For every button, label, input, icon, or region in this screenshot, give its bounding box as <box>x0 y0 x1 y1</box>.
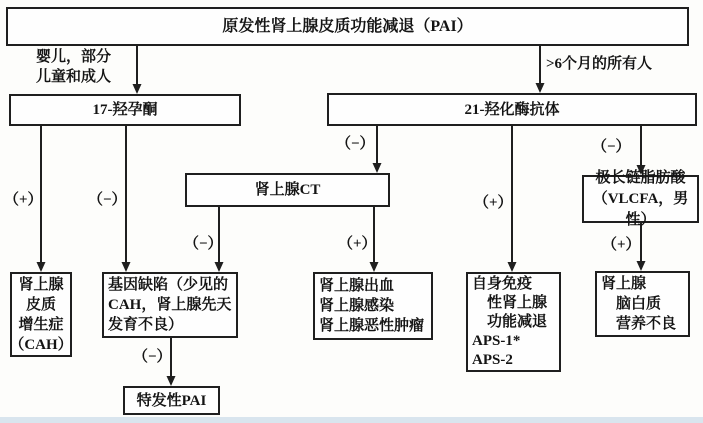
node-label: 性肾上腺 <box>487 294 548 311</box>
node-17-hydroxyprogesterone <box>9 94 241 126</box>
node-label: 肾上腺 <box>18 276 64 293</box>
node-label: 肾上腺恶性肿瘤 <box>319 318 425 334</box>
edge-label-17ohp-positive: （+） <box>4 192 43 208</box>
node-primary-adrenal-insufficiency <box>6 7 689 46</box>
edge-label-line: >6个月的所有人 <box>546 56 653 72</box>
bottom-page-strip <box>0 417 703 423</box>
node-label: 特发性PAI <box>136 392 207 409</box>
edge-label-infants-children-adults <box>36 47 111 87</box>
edge-label-21ab-to-ct-negative: （−） <box>336 136 375 152</box>
node-vlcfa <box>582 169 699 228</box>
node-label: 极长链脂肪酸 <box>595 169 686 186</box>
edge-label-21ab-positive: （+） <box>474 195 513 211</box>
node-autoimmune-adrenal-insufficiency <box>466 272 561 372</box>
node-label: APS-2 <box>472 351 513 368</box>
edge-label-genetic-negative: （−） <box>133 349 172 365</box>
node-label: CAH，肾上腺先天 <box>108 297 232 313</box>
node-label: 功能减退 <box>487 313 548 330</box>
node-label: （VLCFA，男性） <box>592 190 689 228</box>
edge-label-17ohp-negative: （−） <box>88 192 127 208</box>
node-label: （CAH） <box>9 336 73 353</box>
edge-label-line: 儿童和成人 <box>36 69 112 85</box>
edge-label-over-6-months <box>546 54 652 74</box>
node-label: APS-1* <box>472 332 521 349</box>
node-label: 肾上腺感染 <box>319 298 395 314</box>
node-label: 17-羟孕酮 <box>92 102 158 118</box>
edge-label-vlcfa-positive: （+） <box>602 237 641 253</box>
node-label: 基因缺陷（少见的 <box>108 277 229 293</box>
node-adrenal-ct <box>185 173 390 207</box>
node-label: 增生症 <box>18 316 64 333</box>
node-genetic-defect <box>102 272 238 338</box>
node-label: 肾上腺 <box>601 276 647 292</box>
edge-label-21ab-to-vlcfa-negative: （−） <box>592 139 631 155</box>
node-label: 自身免疫 <box>472 275 533 292</box>
node-label: 原发性肾上腺皮质功能减退（PAI） <box>222 17 473 35</box>
node-label: 21-羟化酶抗体 <box>464 101 560 118</box>
node-label: 肾上腺CT <box>254 182 321 198</box>
node-label: 发育不良） <box>108 317 184 333</box>
node-label: 脑白质 <box>616 296 662 312</box>
edge-label-line: 婴儿，部分 <box>36 49 112 65</box>
node-label: 肾上腺出血 <box>319 278 395 294</box>
node-idiopathic-pai <box>123 386 220 415</box>
node-label: 营养不良 <box>616 316 677 332</box>
node-21-hydroxylase-antibody <box>327 93 697 126</box>
edge-label-ct-negative: （−） <box>184 236 223 252</box>
edge-label-ct-positive: （+） <box>338 236 377 252</box>
node-adrenoleukodystrophy <box>595 271 690 337</box>
node-adrenal-hemorrhage-infection-malignancy <box>313 272 433 340</box>
node-label: 皮质 <box>25 296 56 313</box>
node-congenital-adrenal-hyperplasia <box>10 272 72 357</box>
